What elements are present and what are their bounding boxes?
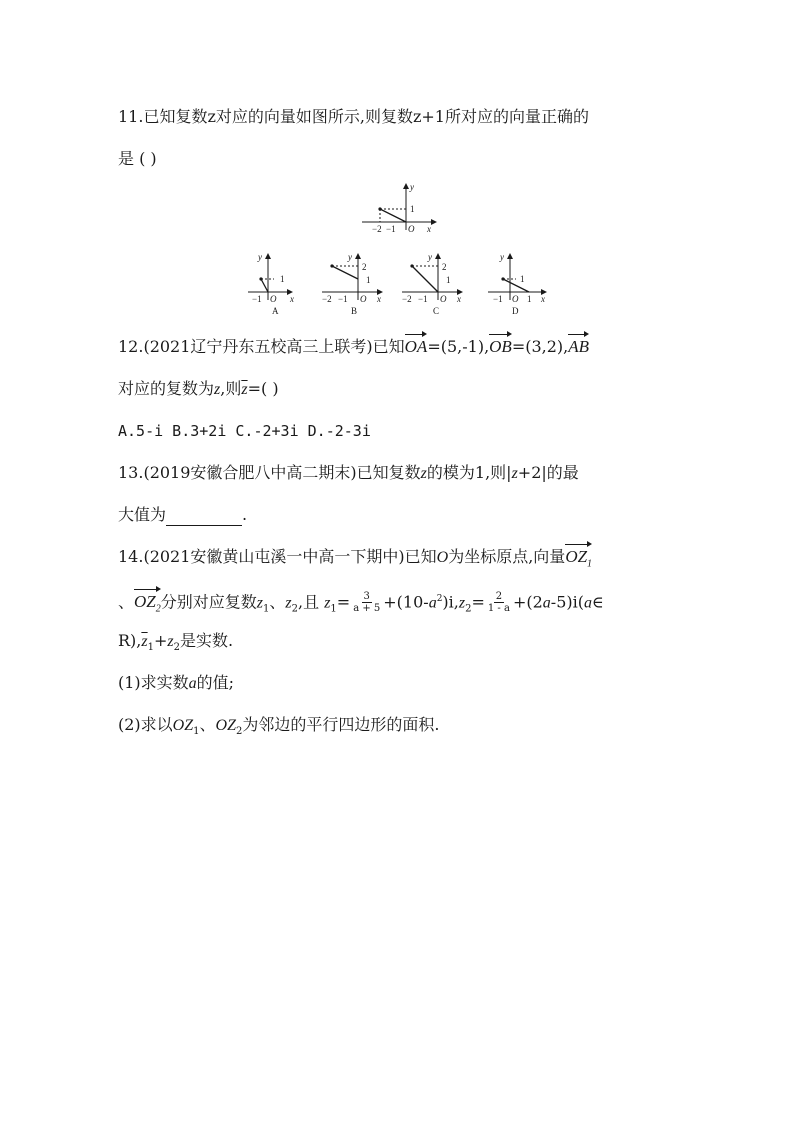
q13-text-line1 <box>118 462 579 485</box>
subscript: 1 <box>147 642 154 654</box>
origin-label: O <box>360 294 367 304</box>
axis-x-label: x <box>457 294 461 304</box>
var-o: O <box>436 549 449 566</box>
q12-prefix: 12.(2021辽宁丹东五校高三上联考)已知 <box>118 337 405 356</box>
tick-label: 1 <box>527 294 532 304</box>
tick-label: 1 <box>366 275 371 285</box>
axis-x-label: x <box>377 294 381 304</box>
q14-part2 <box>118 714 439 743</box>
axis-x-label: x <box>290 294 294 304</box>
q14-part1 <box>118 672 234 695</box>
axis-y-label: y <box>410 182 414 192</box>
z1-conjugate: $\overline{z}$ <box>141 633 148 650</box>
var-z: z <box>324 594 331 612</box>
q14-line3-end: 是实数. <box>180 631 234 650</box>
tick-label: −1 <box>418 294 428 304</box>
q14-line1-text: 14.(2021安徽黄山屯溪一中高一下期中)已知 <box>118 547 437 566</box>
part2-end: 为邻边的平行四边形的面积. <box>242 715 440 734</box>
superscript: 2 <box>436 594 443 604</box>
answer-blank[interactable] <box>166 509 242 526</box>
tick-label: 2 <box>442 262 447 272</box>
var-a: a <box>428 594 437 612</box>
fraction-1 <box>351 591 382 614</box>
tick-label: −2 <box>372 224 382 234</box>
var-z: z <box>167 633 174 650</box>
subscript: 2 <box>465 603 472 615</box>
vector-oa: OA <box>404 337 428 356</box>
part1-text: (1)求实数 <box>118 673 189 692</box>
subscript: 1 <box>330 603 337 615</box>
subscript: 2 <box>155 603 161 615</box>
element-of: ∈ <box>591 592 604 612</box>
q13-line1-end: +2|的最 <box>517 463 579 482</box>
part1-end: 的值; <box>196 673 235 692</box>
var-z: z <box>458 594 466 612</box>
q12-text-line1 <box>118 336 589 358</box>
q13-line1-mid: 的模为1,则| <box>426 463 512 482</box>
tick-label: 1 <box>446 275 451 285</box>
q12-line2-mid: ,则 <box>220 379 242 398</box>
q14-line1-end: 为坐标原点,向量 <box>448 547 566 566</box>
z-conjugate: $\overline{z}$ <box>241 381 248 398</box>
q14-line2-mid: 分别对应复数 <box>160 592 257 612</box>
option-label-c: C <box>433 306 440 316</box>
numerator: 2 <box>495 591 503 603</box>
origin-label: O <box>270 294 277 304</box>
q13-line2-text: 大值为 <box>118 505 167 524</box>
axis-y-label: y <box>258 252 262 262</box>
denominator: 1 - a <box>487 603 510 615</box>
subscript: 1 <box>587 558 593 570</box>
var-z: z <box>511 465 518 482</box>
var-z: z <box>256 594 263 612</box>
q12-line2-end: =( ) <box>247 379 279 398</box>
subscript: 2 <box>291 603 298 615</box>
tick-label: −1 <box>493 294 503 304</box>
tick-label: 1 <box>280 274 285 284</box>
axis-x-label: x <box>427 224 431 234</box>
expr: R), <box>118 631 142 650</box>
vector-ob-value: =(3,2), <box>511 337 569 356</box>
tick-label: 2 <box>362 262 367 272</box>
q11-text-line2: 是 ( ) <box>118 149 157 168</box>
axis-y-label: y <box>428 252 432 262</box>
separator: 、 <box>269 592 286 612</box>
vector-ab: AB <box>568 337 590 356</box>
part2-text: (2)求以 <box>118 715 173 734</box>
subscript: 1 <box>263 603 270 615</box>
fraction-2 <box>486 591 512 614</box>
tick-label: 1 <box>520 274 525 284</box>
origin-label: O <box>408 224 415 234</box>
axis-x-label: x <box>541 294 545 304</box>
option-label-a: A <box>272 306 279 316</box>
q12-line2-text: 对应的复数为 <box>118 379 215 398</box>
axis-y-label: y <box>348 252 352 262</box>
denominator: a + 5 <box>353 603 381 615</box>
separator: 、 <box>199 715 216 734</box>
tick-label: −1 <box>252 294 262 304</box>
q13-line2-end: . <box>242 505 248 524</box>
tick-label: −2 <box>402 294 412 304</box>
equals: = <box>471 592 485 612</box>
var-a: a <box>583 594 592 612</box>
subscript: 2 <box>235 726 243 738</box>
q13-text-line2 <box>118 504 247 526</box>
conjunction: ,且 <box>298 592 320 612</box>
q13-line1-text: 13.(2019安徽合肥八中高二期末)已知复数 <box>118 463 421 482</box>
q12-text-line2 <box>118 378 279 401</box>
var-a: a <box>542 594 551 612</box>
q14-text-line3 <box>118 630 233 659</box>
q11-text-line1: 11.已知复数z对应的向量如图所示,则复数z+1所对应的向量正确的 <box>118 107 589 126</box>
tick-label: 1 <box>410 204 415 214</box>
origin-label: O <box>440 294 447 304</box>
q12-options: A.5-i B.3+2i C.-2+3i D.-2-3i <box>118 422 371 440</box>
subscript: 2 <box>173 642 180 654</box>
separator: 、 <box>118 592 135 612</box>
equals: = <box>336 592 351 612</box>
vector-oz2 <box>134 591 161 620</box>
segment-oz: OZ <box>215 717 236 734</box>
vector-ob: OB <box>489 337 512 356</box>
q14-text-line2 <box>118 588 604 621</box>
subscript: 1 <box>193 726 200 738</box>
var-z: z <box>285 594 292 612</box>
tick-label: −2 <box>322 294 332 304</box>
vector-oz2-text: OZ <box>134 592 156 612</box>
expr: +(2 <box>512 592 543 612</box>
plus: + <box>153 631 168 650</box>
q14-text-line1 <box>118 546 592 575</box>
numerator: 3 <box>363 591 370 603</box>
vector-oa-value: =(5,-1), <box>427 337 490 356</box>
expr: -5)i( <box>550 592 584 612</box>
option-label-b: B <box>351 306 358 316</box>
var-z: z <box>214 381 221 398</box>
var-z: z <box>420 465 427 482</box>
option-label-d: D <box>512 306 519 316</box>
expr: )i, <box>442 592 459 612</box>
axis-y-label: y <box>500 252 504 262</box>
origin-label: O <box>512 294 519 304</box>
vector-oz1 <box>565 546 592 575</box>
expr: +(10- <box>383 592 429 612</box>
tick-label: −1 <box>386 224 396 234</box>
q11-figure <box>0 180 794 320</box>
var-a: a <box>188 675 197 692</box>
segment-oz: OZ <box>172 717 194 734</box>
tick-label: −1 <box>338 294 348 304</box>
vector-oz1-text: OZ <box>565 547 588 566</box>
